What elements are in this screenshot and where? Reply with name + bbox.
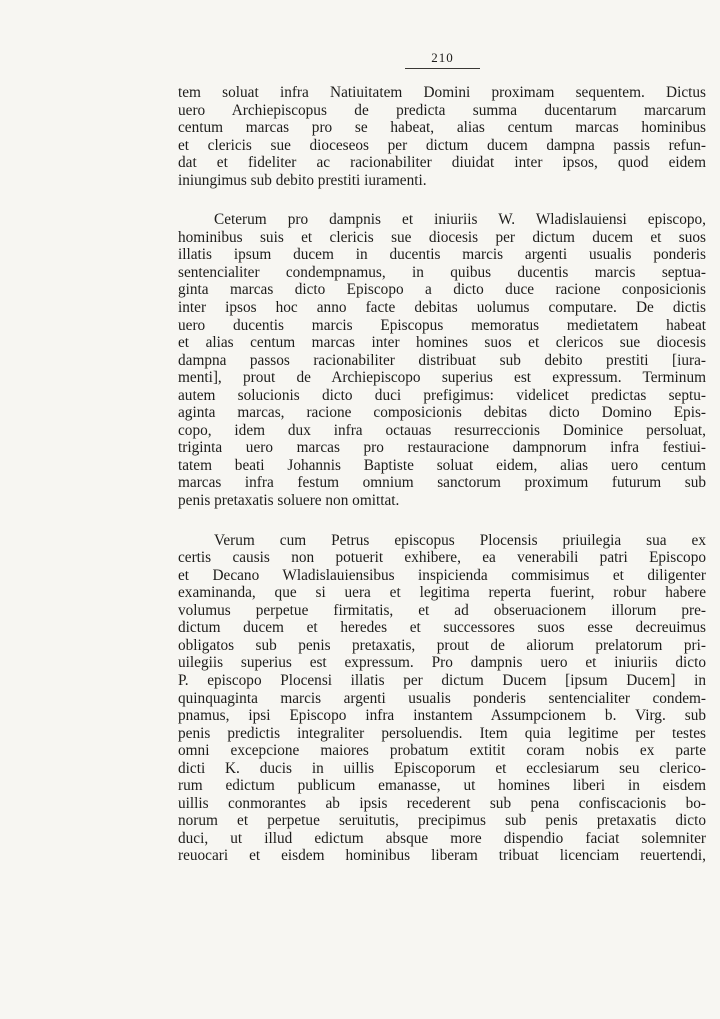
text-line: copo, idem dux infra octauas resurreccionis Dominice persoluat, <box>178 421 706 439</box>
text-line: penis pretaxatis soluere non omittat. <box>178 492 400 510</box>
text-line: dictum ducem et heredes et successores suos esse decreuimus <box>178 619 706 637</box>
text-line: sentencialiter condempnamus, in quibus ducentis marcis septua- <box>178 263 706 281</box>
text-line: inter ipsos hoc anno facte debitas uolumus computare. De dictis <box>178 299 706 317</box>
text-line: examinanda, que si uera et legitima reperta fuerint, robur habere <box>178 584 706 602</box>
paragraph-1 <box>178 84 706 189</box>
text-line: P. episcopo Plocensi illatis per dictum Ducem [ipsum Ducem] in <box>178 671 706 689</box>
text-line: reuocari et eisdem hominibus liberam tribuat licenciam reuertendi, <box>178 847 706 865</box>
text-line: et clericis sue dioceseos per dictum ducem dampna passis refun- <box>178 136 706 154</box>
text-line: rum edictum publicum emanasse, ut homines liberi in eisdem <box>178 777 706 795</box>
text-line: duci, ut illud edictum absque more dispendio faciat solemniter <box>178 829 706 847</box>
text-line: illatis ipsum ducem in ducentis marcis argenti usualis ponderis <box>178 246 706 264</box>
paragraph-3 <box>178 532 706 865</box>
text-line: dat et fideliter ac racionabiliter diuidat inter ipsos, quod eidem <box>178 154 706 172</box>
text-line: et Decano Wladislauiensibus inspicienda commisimus et diligenter <box>178 566 706 584</box>
text-line: tem soluat infra Natiuitatem Domini proximam sequentem. Dictus <box>178 84 706 101</box>
text-line: omni excepcione maiores probatum extitit coram nobis ex parte <box>178 742 706 760</box>
text-line: uero ducentis marcis Episcopus memoratus medietatem habeat <box>178 316 706 334</box>
page-body <box>178 84 706 887</box>
text-line: menti], prout de Archiepiscopo superius est expressum. Terminum <box>178 369 706 387</box>
text-line: pnamus, ipsi Episcopo infra instantem Assumpcionem b. Virg. sub <box>178 707 706 725</box>
text-line: Ceterum pro dampnis et iniuriis W. Wladislauiensi episcopo, <box>214 211 706 229</box>
paragraph-2 <box>178 211 706 509</box>
text-line: quinquaginta marcis argenti usualis ponderis sentencialiter condem- <box>178 689 706 707</box>
text-line: tatem beati Johannis Baptiste soluat eidem, alias uero centum <box>178 456 706 474</box>
text-line: uero Archiepiscopus de predicta summa ducentarum marcarum <box>178 101 706 119</box>
text-line: obligatos sub penis pretaxatis, prout de aliorum prelatorum pri- <box>178 636 706 654</box>
text-line: dampna passos racionabiliter distribuat sub debito prestiti [iura- <box>178 351 706 369</box>
text-line: aginta marcas, racione composicionis debitas dicto Domino Epis- <box>178 404 706 422</box>
text-line: iniungimus sub debito prestiti iuramenti. <box>178 171 427 189</box>
text-line: certis causis non potuerit exhibere, ea venerabili patri Episcopo <box>178 549 706 567</box>
text-line: uillis conmorantes ab ipsis recederent sub pena confiscacionis bo- <box>178 794 706 812</box>
text-line: uilegiis superius est expressum. Pro dampnis uero et iniuriis dicto <box>178 654 706 672</box>
page-number: 210 <box>431 50 454 65</box>
text-line: triginta uero marcas pro restauracione dampnorum infra festiui- <box>178 439 706 457</box>
text-line: Verum cum Petrus episcopus Plocensis priuilegia sua ex <box>214 531 706 549</box>
text-line: dicti K. ducis in uillis Episcoporum et ecclesiarum seu clerico- <box>178 759 706 777</box>
text-line: autem solucionis dicto duci prefigimus: videlicet predictas septu- <box>178 386 706 404</box>
text-line: hominibus suis et clericis sue diocesis per dictum ducem et suos <box>178 228 706 246</box>
text-line: centum marcas pro se habeat, alias centum marcas hominibus <box>178 119 706 137</box>
text-line: penis predictis integraliter persoluendis. Item quia legitime per testes <box>178 724 706 742</box>
text-line: marcas infra festum omnium sanctorum proximum futurum sub <box>178 474 706 492</box>
text-line: et alias centum marcas inter homines suos et clericos sue diocesis <box>178 334 706 352</box>
text-line: norum et perpetue seruitutis, precipimus sub penis pretaxatis dicto <box>178 812 706 830</box>
header-rule <box>405 68 480 69</box>
text-line: volumus perpetue firmitatis, et ad obseruacionem illorum pre- <box>178 601 706 619</box>
text-line: ginta marcas dicto Episcopo a dicto duce racione conposicionis <box>178 281 706 299</box>
